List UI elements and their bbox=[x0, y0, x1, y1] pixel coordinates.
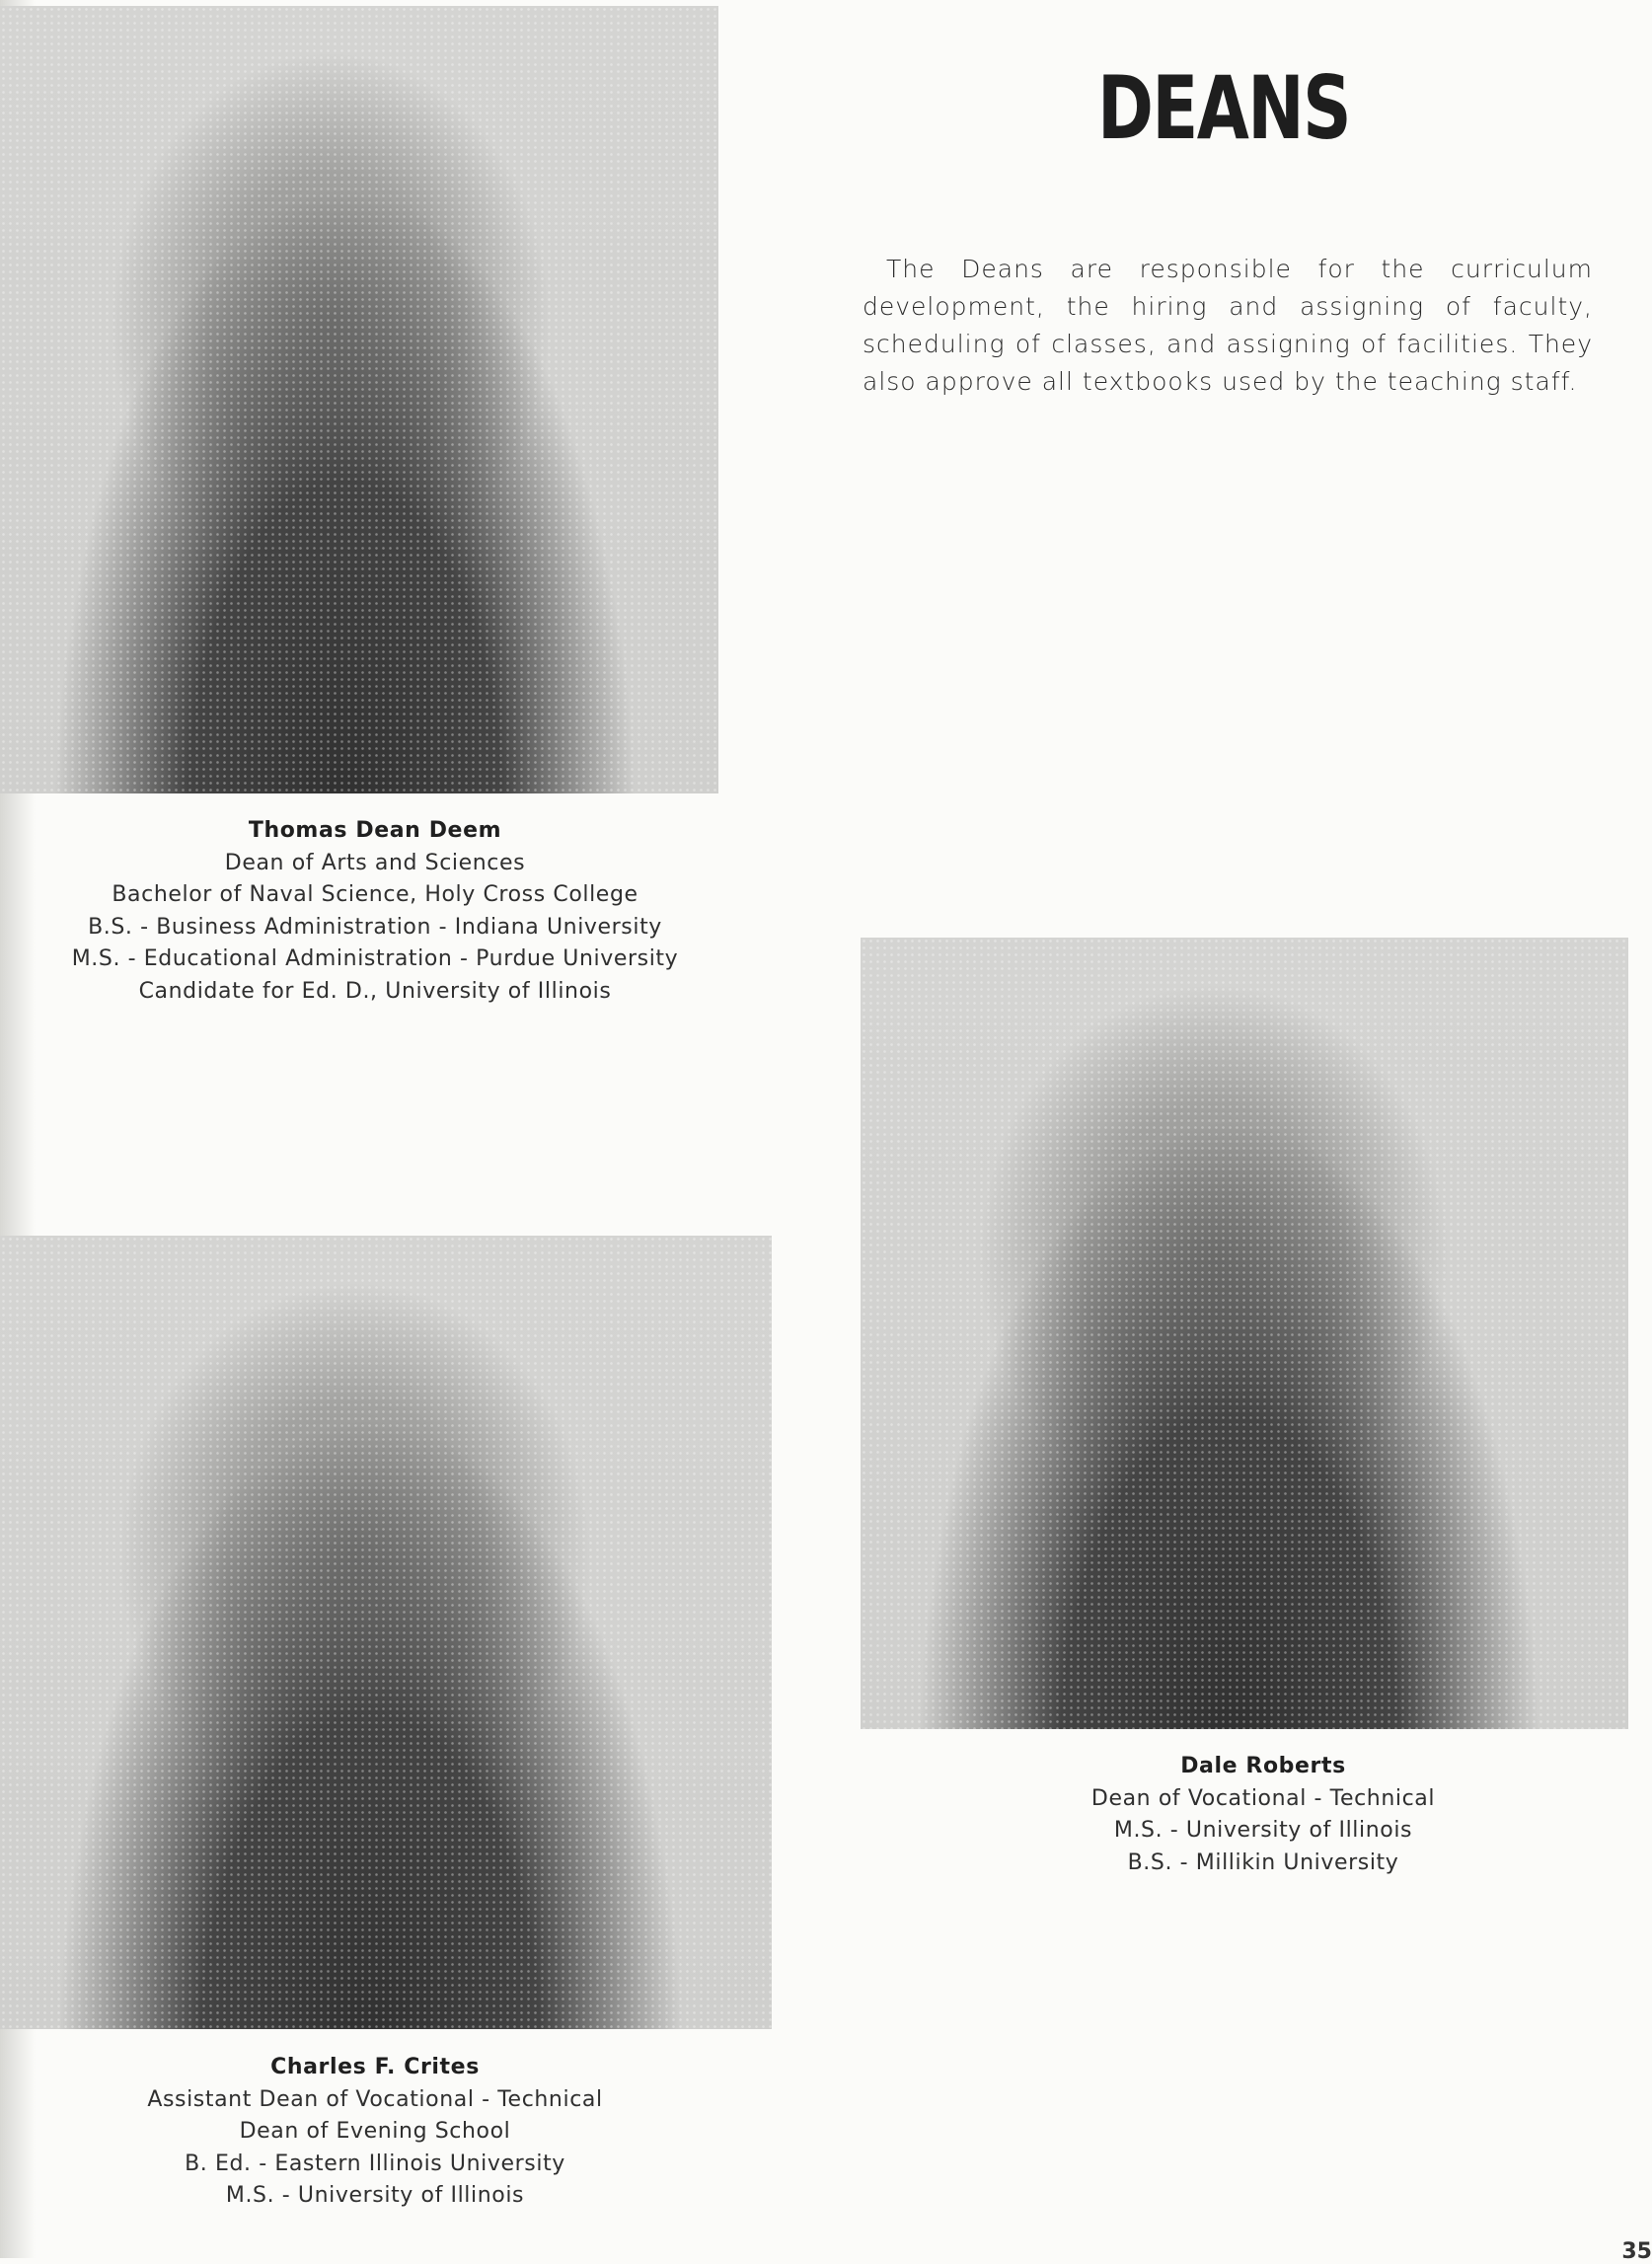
dean-detail-line: Bachelor of Naval Science, Holy Cross College bbox=[112, 882, 638, 907]
dean-detail-line: M.S. - University of Illinois bbox=[1113, 1818, 1413, 1843]
dean-detail-line: Dean of Arts and Sciences bbox=[224, 850, 526, 875]
caption-crites bbox=[39, 2052, 711, 2213]
dean-detail-line: Dean of Evening School bbox=[239, 2119, 511, 2144]
portrait-photo-crites bbox=[0, 1236, 772, 2029]
dean-detail-line: Assistant Dean of Vocational - Technical bbox=[147, 2086, 603, 2112]
dean-name: Charles F. Crites bbox=[270, 2055, 480, 2079]
portrait-photo-deem bbox=[0, 6, 718, 793]
caption-roberts bbox=[888, 1751, 1638, 1879]
dean-detail-line: B. Ed. - Eastern Illinois University bbox=[185, 2151, 565, 2176]
dean-detail-line: B.S. - Millikin University bbox=[1127, 1849, 1399, 1875]
page-number: 35 bbox=[1621, 2239, 1652, 2264]
page-title: DEANS bbox=[1096, 57, 1351, 159]
dean-name: Dale Roberts bbox=[1180, 1754, 1346, 1778]
dean-name: Thomas Dean Deem bbox=[248, 818, 502, 843]
dean-detail-line: Candidate for Ed. D., University of Illinois bbox=[138, 978, 612, 1004]
portrait-photo-roberts bbox=[861, 938, 1628, 1729]
caption-deem bbox=[39, 815, 711, 1008]
dean-detail-line: M.S. - University of Illinois bbox=[225, 2183, 525, 2208]
intro-paragraph: The Deans are responsible for the curriculum development, the hiring and assigning of faculty, scheduling of classes, and assigning of facilities. They also approve all textbooks used by the teaching staff. bbox=[863, 255, 1593, 396]
dean-detail-line: M.S. - Educational Administration - Purdue University bbox=[71, 946, 679, 971]
dean-detail-line: B.S. - Business Administration - Indiana University bbox=[88, 914, 662, 940]
dean-detail-line: Dean of Vocational - Technical bbox=[1090, 1785, 1436, 1811]
